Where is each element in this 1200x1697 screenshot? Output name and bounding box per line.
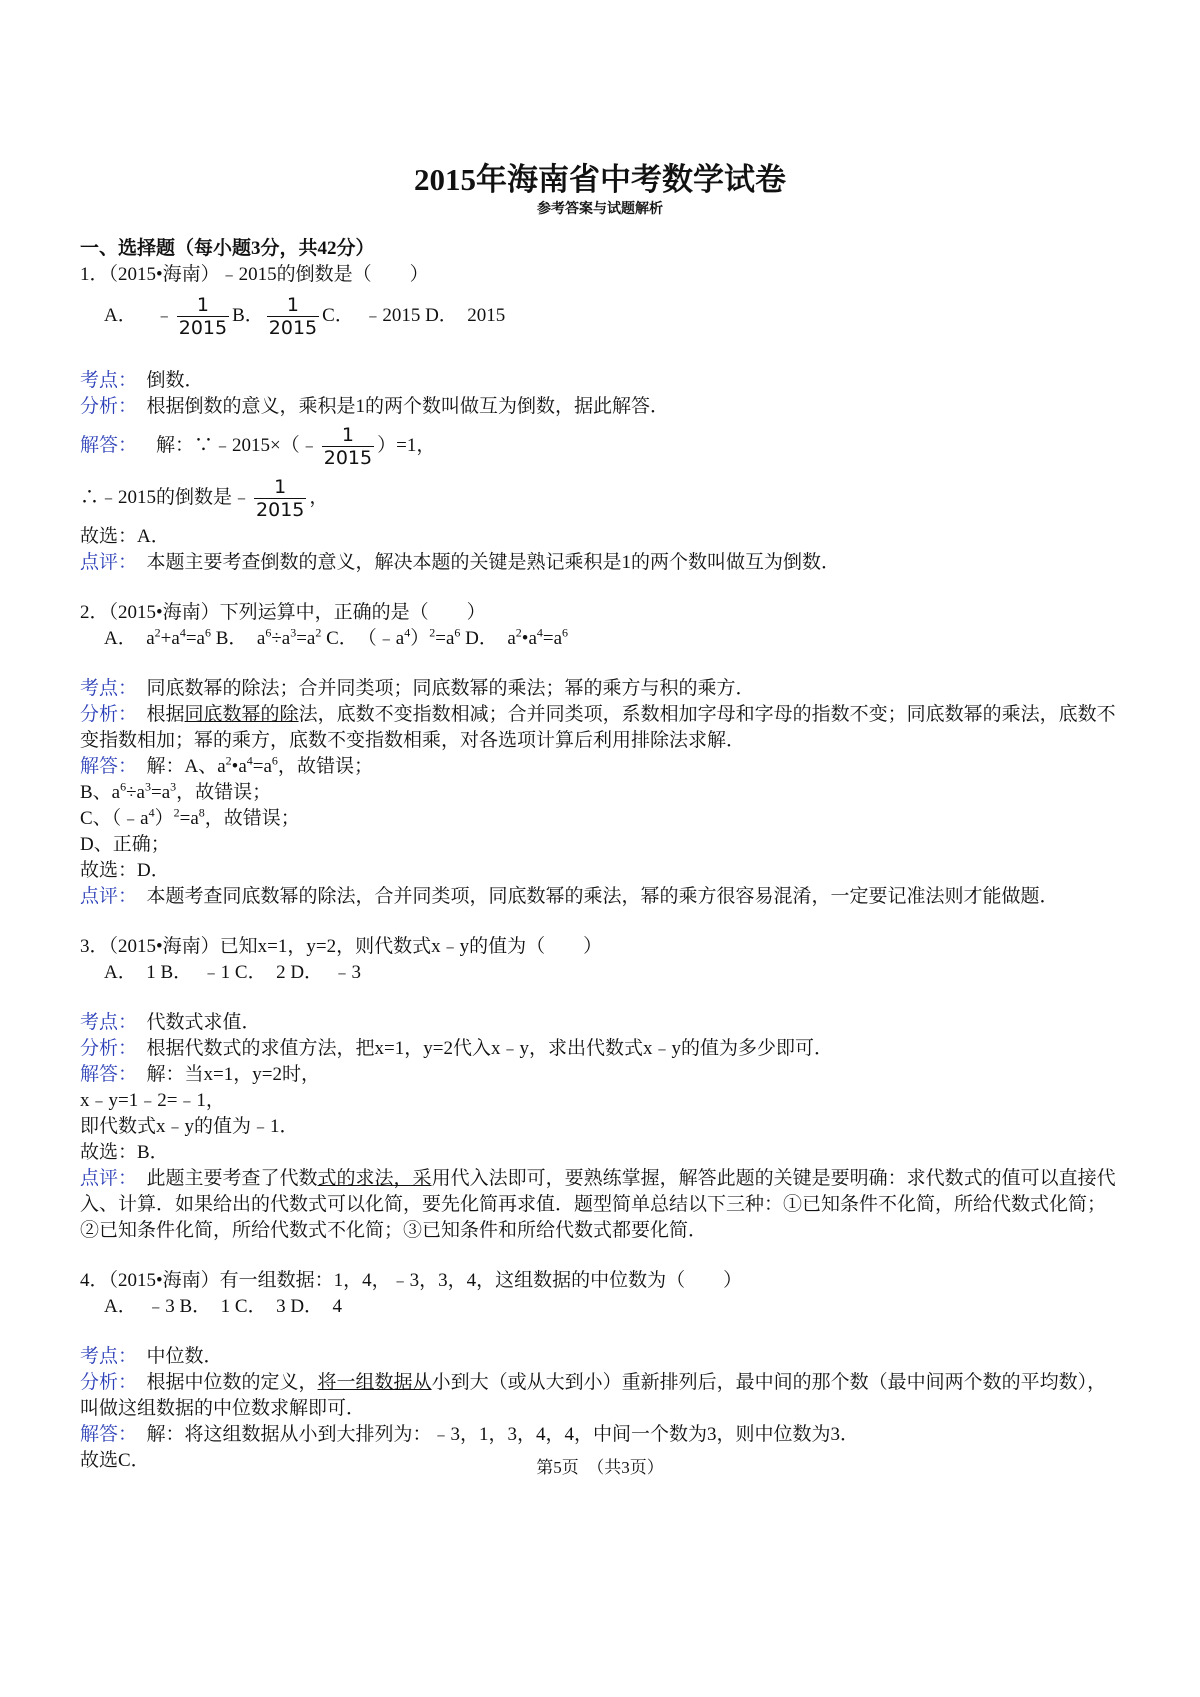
q1-option-a-sign: ﹣ — [154, 305, 174, 326]
fraction-denominator: 2015 — [323, 446, 373, 469]
q2-jieda: 解答： 解：A、$a^2•a^4=a^6$，故错误； — [80, 753, 373, 777]
q1-options — [80, 288, 1120, 344]
q1-conclusion-fraction — [254, 476, 306, 521]
q1-option-b-fraction — [267, 294, 319, 339]
label-fenxi: 分析： — [80, 1372, 128, 1393]
q3-kaodian — [80, 1010, 1120, 1036]
label-kaodian: 考点： — [80, 1346, 128, 1367]
q1-fenxi-text: 根据倒数的意义，乘积是1的两个数叫做互为倒数，据此解答． — [146, 396, 670, 417]
q2-kaodian-text: 同底数幂的除法；合并同类项；同底数幂的乘法；幂的乘方与积的乘方． — [146, 678, 755, 699]
fraction-numerator: 1 — [177, 294, 229, 317]
q1-option-b-prefix: B． — [232, 305, 264, 326]
q2-fenxi — [80, 702, 1120, 754]
fraction-denominator: 2015 — [268, 316, 318, 339]
label-fenxi: 分析： — [80, 1038, 128, 1059]
q1-jieda-text-end: ）=1， — [377, 435, 436, 456]
q4-fenxi-text-end: 小到大（或从大到小）重新排列后，最中间的那个数（最中间两个数的平均数），叫做这组数据的中位数求解即可． — [80, 1372, 1107, 1419]
q2-choice: 故选：D． — [80, 860, 170, 881]
q1-stem: 1．（2015•海南）﹣2015的倒数是（ ） — [80, 264, 429, 285]
q1-jieda — [80, 420, 1120, 472]
label-jieda: 解答： — [80, 1424, 128, 1445]
q3-dianping — [80, 1166, 1120, 1244]
q1-options-cd: C． ﹣2015 D． 2015 — [322, 305, 506, 326]
q2-fenxi-text: 根据 — [146, 704, 185, 725]
page-subtitle: 参考答案与试题解析 — [537, 202, 663, 217]
q2-jieda-b: B、$a^6\div a^3=a^3$，故错误； — [80, 779, 272, 803]
fraction-denominator: 2015 — [178, 316, 228, 339]
label-kaodian: 考点： — [80, 678, 128, 699]
label-dianping: 点评： — [80, 552, 128, 573]
label-jieda: 解答： — [80, 435, 138, 456]
q2-stem: 2．（2015•海南）下列运算中，正确的是（ ） — [80, 602, 486, 623]
q3-jieda — [80, 1062, 1120, 1088]
q2-jieda-d: D、正确； — [80, 834, 170, 855]
q1-dianping — [80, 550, 1120, 576]
label-jieda: 解答： — [80, 1064, 128, 1085]
q3-kaodian-text: 代数式求值． — [146, 1012, 261, 1033]
q3-fenxi — [80, 1036, 1120, 1062]
q2-fenxi-underlined: 同底数幂的除 — [184, 704, 299, 725]
label-fenxi: 分析： — [80, 704, 128, 725]
q2-dianping — [80, 884, 1120, 910]
q1-kaodian-text: 倒数． — [146, 370, 204, 391]
q4-options: A． ﹣3 B． 1 C． 3 D． 4 — [104, 1296, 343, 1317]
q1-option-a-fraction — [177, 294, 229, 339]
q4-choice: 故选C． — [80, 1450, 150, 1471]
q1-conclusion — [80, 472, 1120, 524]
label-dianping: 点评： — [80, 886, 128, 907]
q4-fenxi — [80, 1370, 1120, 1422]
q2-jieda-a-text: 故错误； — [296, 756, 373, 777]
q4-kaodian — [80, 1344, 1120, 1370]
fraction-denominator: 2015 — [256, 498, 305, 521]
label-kaodian: 考点： — [80, 370, 128, 391]
q3-dianping-text: 此题主要考查了代数 — [146, 1168, 318, 1189]
q1-dianping-text: 本题主要考查倒数的意义，解决本题的关键是熟记乘积是1的两个数叫做互为倒数． — [146, 552, 841, 573]
q4-stem: 4．（2015•海南）有一组数据：1，4，﹣3，3，4，这组数据的中位数为（ ） — [80, 1270, 743, 1291]
q2-kaodian — [80, 676, 1120, 702]
q3-jieda-line3: 即代数式x﹣y的值为﹣1． — [80, 1116, 299, 1137]
section-heading: 一、选择题（每小题3分，共42分） — [80, 238, 375, 259]
q3-dianping-text-end: 用代入法即可，要熟练掌握，解答此题的关键是要明确：求代数式的值可以直接代入、计算．如果给出的代数式可以化简，要先化简再求值．题型简单总结以下三种：①已知条件不化简，所给代数式化简；②已知条件化简，所给代数式不化简；③已知条件和所给代数式都要化简． — [80, 1168, 1116, 1241]
q3-options: A． 1 B． ﹣1 C． 2 D． ﹣3 — [104, 962, 362, 983]
q3-stem: 3．（2015•海南）已知x=1，y=2，则代数式x﹣y的值为（ ） — [80, 936, 603, 957]
q3-fenxi-text: 根据代数式的求值方法，把x=1，y=2代入x﹣y，求出代数式x﹣y的值为多少即可． — [146, 1038, 833, 1059]
q1-conclusion-text: ∴﹣2015的倒数是﹣ — [80, 487, 252, 508]
q2-options: A． $a^2+a^4=a^6$ B． $a^6\div a^3=a^2$ C． $(﹣a^4)^2=a^6$ D． $a^2•a^4=a^6$ — [104, 625, 569, 649]
page-footer: 第5页 （共3页） — [536, 1458, 664, 1477]
q4-jieda — [80, 1422, 1120, 1448]
q3-choice: 故选：B． — [80, 1142, 169, 1163]
q1-option-a-prefix: A． — [104, 305, 137, 326]
q1-jieda-text: 解：∵﹣2015×（﹣ — [156, 435, 319, 456]
q4-fenxi-text: 根据中位数的定义， — [146, 1372, 318, 1393]
q1-fenxi — [80, 394, 1120, 420]
q2-jieda-c: C、$(﹣a^4)^2=a^8$，故错误； — [80, 805, 300, 829]
q4-jieda-text: 解：将这组数据从小到大排列为：﹣3，1，3，4，4，中间一个数为3，则中位数为3． — [146, 1424, 860, 1445]
fraction-numerator: 1 — [322, 424, 374, 447]
q1-kaodian — [80, 368, 1120, 394]
q4-kaodian-text: 中位数． — [146, 1346, 223, 1367]
q4-fenxi-underlined: 将一组数据从 — [317, 1372, 432, 1393]
label-kaodian: 考点： — [80, 1012, 128, 1033]
label-dianping: 点评： — [80, 1168, 128, 1189]
label-jieda: 解答： — [80, 756, 128, 777]
q1-choice: 故选：A． — [80, 526, 170, 547]
q3-jieda-line2: x﹣y=1﹣2=﹣1， — [80, 1090, 225, 1111]
q3-jieda-text: 解：当x=1，y=2时， — [146, 1064, 320, 1085]
q1-jieda-fraction — [322, 424, 374, 469]
label-fenxi: 分析： — [80, 396, 128, 417]
q1-conclusion-end: ， — [309, 487, 329, 508]
fraction-numerator: 1 — [267, 294, 319, 317]
q3-dianping-underlined: 式的求法，采 — [317, 1168, 432, 1189]
fraction-numerator: 1 — [254, 476, 306, 499]
q2-dianping-text: 本题考查同底数幂的除法，合并同类项，同底数幂的乘法，幂的乘方很容易混淆，一定要记准法则才能做题． — [146, 886, 1059, 907]
q2-fenxi-text-end: 法，底数不变指数相减；合并同类项，系数相加字母和字母的指数不变；同底数幂的乘法，底数不变指数相加；幂的乘方，底数不变指数相乘，对各选项计算后利用排除法求解． — [80, 704, 1116, 751]
page-title: 2015年海南省中考数学试卷 — [414, 162, 786, 197]
